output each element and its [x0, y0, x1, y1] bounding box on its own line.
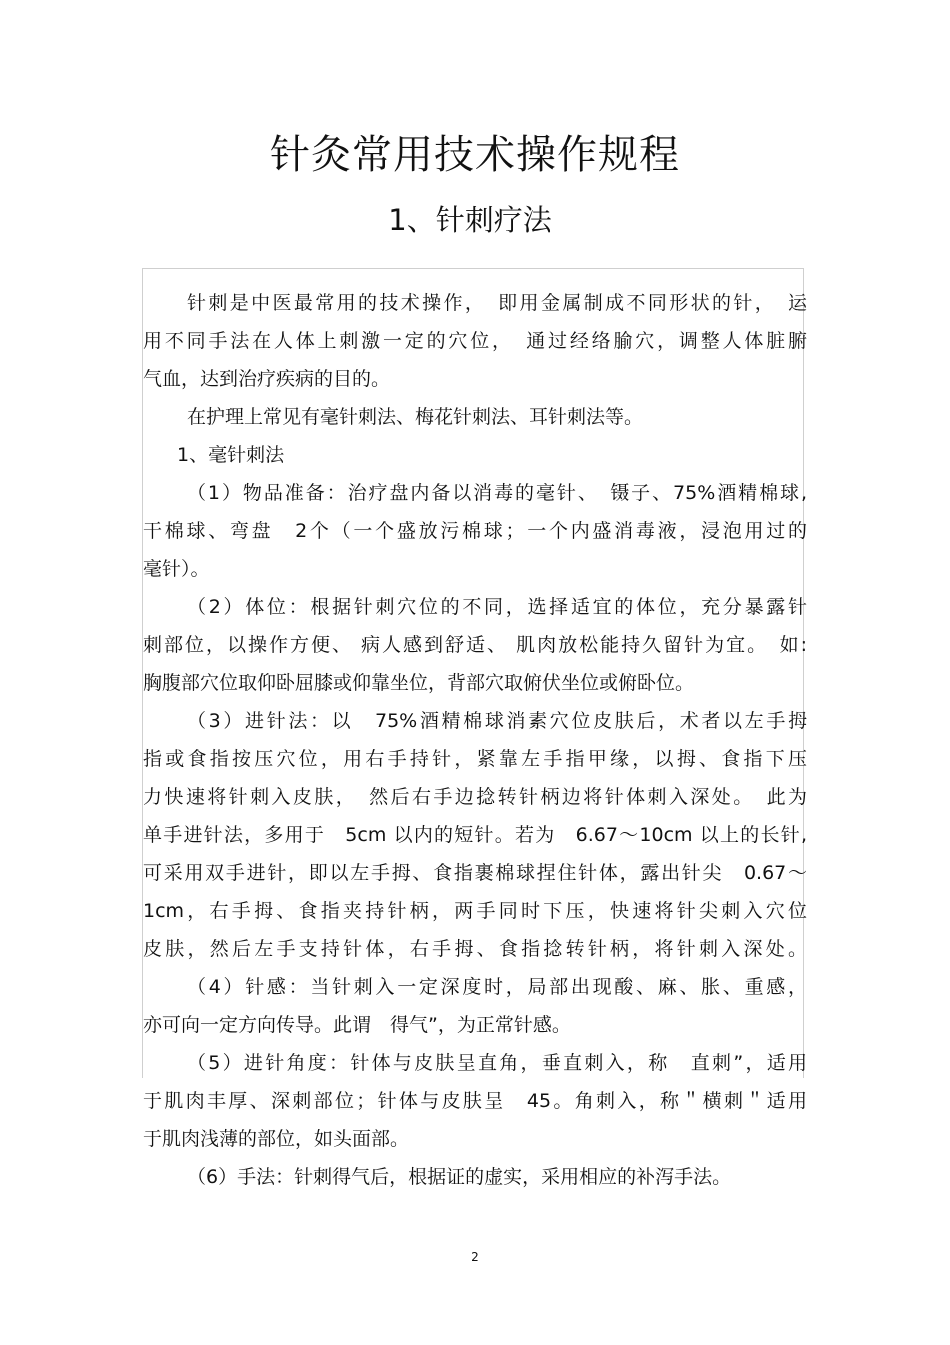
text-line: 指或食指按压穴位，用右手持针，紧靠左手指甲缘，以拇、食指下压 [143, 748, 807, 770]
text-line: 力快速将针刺入皮肤， 然后右手边捻转针柄边将针体刺入深处。 此为 [143, 786, 807, 808]
document-body [143, 284, 807, 1196]
text-line: 毫针）。 [143, 558, 210, 580]
text-line: （2）体位：根据针刺穴位的不同，选择适宜的体位，充分暴露针 [187, 596, 807, 618]
text-line: 在护理上常见有毫针刺法、梅花针刺法、耳针刺法等。 [187, 406, 644, 428]
text-line: 胸腹部穴位取仰卧屈膝或仰靠坐位，背部穴取俯伏坐位或俯卧位。 [143, 672, 695, 694]
text-line: 刺部位，以操作方便、 病人感到舒适、 肌肉放松能持久留针为宜。 如: [143, 634, 807, 656]
page-number: 2 [471, 1250, 479, 1264]
text-line: 针刺是中医最常用的技术操作， 即用金属制成不同形状的针， 运 [187, 292, 807, 314]
text-line: （4）针感：当针刺入一定深度时，局部出现酸、麻、胀、重感， [187, 976, 807, 998]
text-line: 可采用双手进针，即以左手拇、食指裹棉球捏住针体，露出针尖 0.67～ [143, 862, 807, 884]
text-line: 皮肤，然后左手支持针体，右手拇、食指捻转针柄，将针刺入深处。 [143, 938, 807, 960]
frame-border-top [142, 268, 804, 269]
text-line: （3）进针法：以 75%酒精棉球消素穴位皮肤后，术者以左手拇 [187, 710, 807, 732]
section-heading: 1、针刺疗法 [388, 203, 552, 237]
text-line: 单手进针法，多用于 5cm 以内的短针。若为 6.67～10cm 以上的长针, [143, 824, 807, 846]
subsection-heading: 1、毫针刺法 [177, 444, 285, 466]
text-line: （5）进针角度：针体与皮肤呈直角，垂直刺入，称 直刺”，适用 [187, 1052, 807, 1074]
text-line: 于肌肉浅薄的部位，如头面部。 [143, 1128, 410, 1150]
text-line: 1cm，右手拇、食指夹持针柄，两手同时下压，快速将针尖刺入穴位 [143, 900, 807, 922]
text-line: 干棉球、弯盘 2个（一个盛放污棉球；一个内盛消毒液，浸泡用过的 [143, 520, 807, 542]
text-line: （6）手法：针刺得气后，根据证的虚实，采用相应的补泻手法。 [187, 1166, 732, 1188]
text-line: （1）物品准备：治疗盘内备以消毒的毫针、 镊子、75%酒精棉球, [187, 482, 807, 504]
text-line: 亦可向一定方向传导。此谓 得气”，为正常针感。 [143, 1014, 571, 1036]
text-line: 气血，达到治疗疾病的目的。 [143, 368, 391, 390]
document-title: 针灸常用技术操作规程 [270, 132, 680, 178]
text-line: 用不同手法在人体上刺激一定的穴位， 通过经络腧穴，调整人体脏腑 [143, 330, 807, 352]
text-line: 于肌肉丰厚、深刺部位；针体与皮肤呈 45。角刺入，称＂横刺＂适用 [143, 1090, 807, 1112]
